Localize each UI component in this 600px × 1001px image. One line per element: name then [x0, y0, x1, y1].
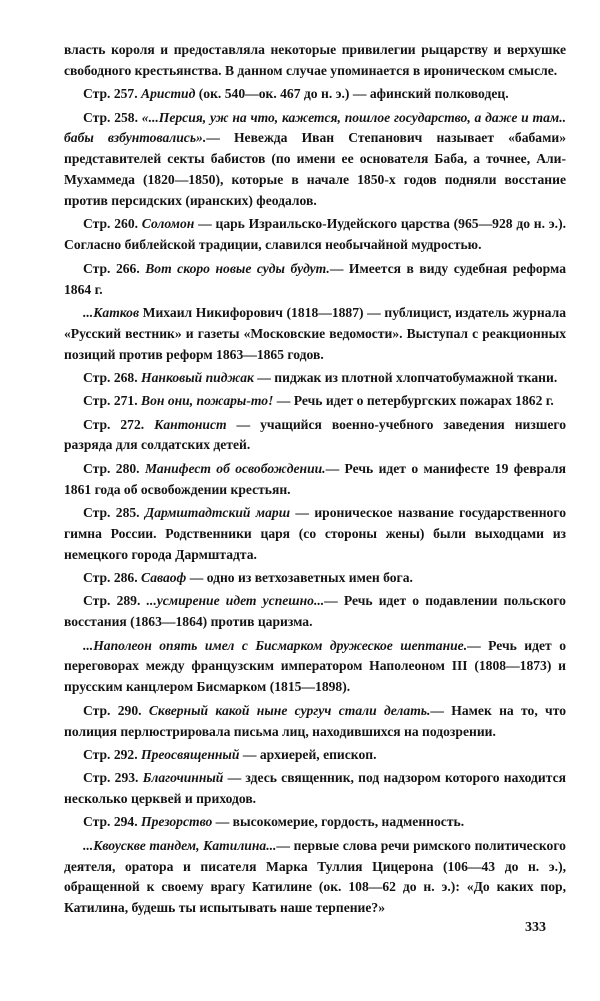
note-ref: Стр. 272.: [83, 416, 155, 432]
note-ref: Стр. 266.: [83, 260, 146, 276]
note-entry: [64, 415, 566, 457]
note-ref: Стр. 257.: [83, 86, 142, 102]
note-entry: [64, 701, 566, 743]
note-ref: Стр. 292.: [83, 746, 142, 762]
note-term: Саваоф: [141, 570, 187, 586]
note-entry: [64, 812, 566, 833]
note-text: — первые слова речи римского политического деятеля, оратора и писателя Марка Туллия Цицерона (106—43 до н. э.), обращенной к своему врагу Катилине (ок. 108—62 до н. э.): «До каких пор, Катилина, будешь ты испытывать наше терпение?»: [64, 837, 566, 916]
note-entry: [64, 303, 566, 366]
note-ref: Стр. 260.: [83, 216, 142, 232]
note-text: — Имеется в виду судебная реформа 1864 г.: [64, 260, 567, 297]
note-ref: Стр. 258.: [83, 109, 142, 125]
note-entry: [64, 108, 566, 213]
note-entry: [64, 368, 566, 389]
note-ref: Стр. 286.: [83, 570, 142, 586]
note-ref: Стр. 289.: [83, 593, 147, 609]
notes-column: [64, 40, 566, 922]
note-ref: Стр. 280.: [83, 460, 145, 476]
note-text: — Речь идет о манифесте 19 февраля 1861 года об освобождении крестьян.: [64, 460, 566, 497]
note-entry: [64, 591, 566, 633]
note-ref: Стр. 293.: [83, 770, 143, 786]
note-ref: Стр. 294.: [83, 814, 142, 830]
note-term: Аристид: [141, 86, 196, 102]
note-text: власть короля и предоставляла некоторые привилегии рыцарству и верхушке свободного крестьянства. В данном случае упоминается в ироническом смысле.: [64, 42, 566, 78]
note-entry: [64, 40, 566, 82]
note-term: ...Катков: [83, 304, 140, 320]
note-term: Соломон: [141, 216, 195, 232]
note-text: — пиджак из плотной хлопчатобумажной ткани.: [253, 369, 558, 385]
note-term: Кантонист: [154, 416, 227, 432]
note-term: Дармштадтский марш: [144, 504, 291, 520]
note-text: — царь Израильско-Иудейского царства (965—928 до н. э.). Согласно библейской традиции, славился необычайной мудростью.: [64, 216, 567, 253]
note-entry: [64, 836, 566, 920]
note-term: Манифест об освобождении.: [144, 460, 326, 476]
note-term: Скверный какой ныне сургуч стали делать.: [148, 702, 431, 718]
note-text: — одно из ветхозаветных имен бога.: [186, 570, 413, 586]
note-text: Михаил Никифорович (1818—1887) — публицист, издатель журнала «Русский вестник» и газеты «Московские ведомости». Выступал с реакционных позиций против реформ 1863—1865 годов.: [64, 304, 566, 362]
note-entry: [64, 84, 566, 105]
note-text: — учащийся военно-учебного заведения низшего разряда для солдатских детей.: [64, 416, 566, 453]
note-entry: [64, 214, 566, 256]
note-term: ...усмирение идет успешно...: [146, 593, 325, 609]
note-term: «...Персия, уж на что, кажется, пошлое государство, а даже и там.. бабы взбунтовались».: [64, 109, 566, 146]
note-text: — ироническое название государственного гимна России. Родственники царя (со стороны жены) были выходцами из немецкого города Дармштадта.: [64, 504, 566, 562]
note-term: ...Наполеон опять имел с Бисмарком дружеское шептание.: [83, 637, 468, 653]
note-text: — Речь идет о переговорах между французским императором Наполеоном III (1808—1873) и прусским канцлером Бисмарком (1815—1898).: [64, 637, 566, 695]
note-text: — архиерей, епископ.: [239, 746, 377, 762]
note-term: Вот скоро новые суды будут.: [145, 260, 330, 276]
note-ref: Стр. 290.: [83, 702, 149, 718]
note-ref: Стр. 271.: [83, 393, 142, 409]
note-entry: [64, 568, 566, 589]
note-term: Нанковый пиджак: [141, 369, 254, 385]
note-entry: [64, 259, 566, 301]
note-term: Благочинный: [142, 770, 224, 786]
note-ref: Стр. 268.: [83, 369, 142, 385]
note-term: Преосвященный: [141, 746, 240, 762]
note-text: (ок. 540—ок. 467 до н. э.) — афинский полководец.: [195, 86, 509, 102]
note-text: — высокомерие, гордость, надменность.: [212, 814, 465, 830]
note-ref: Стр. 285.: [83, 504, 145, 520]
note-entry: [64, 745, 566, 766]
note-entry: [64, 391, 566, 412]
note-text: — Намек на то, что полиция перлюстрировала письма лиц, находившихся на подозрении.: [64, 702, 567, 739]
page-number: 333: [525, 920, 546, 935]
note-text: — Речь идет о петербургских пожарах 1862 г.: [273, 393, 554, 409]
note-text: — Невежда Иван Степанович называет «бабами» представителей секты бабистов (по имени ее основателя Баба, а точнее, Али-Мухаммеда (1820—1850), которые в начале 1850-х годов подняли восстание против персидских (иранских) феодалов.: [64, 130, 566, 209]
note-text: — Речь идет о подавлении польского восстания (1863—1864) против царизма.: [64, 593, 566, 630]
note-entry: [64, 503, 566, 566]
note-term: Вон они, пожары-то!: [141, 393, 274, 409]
note-entry: [64, 459, 566, 501]
note-term: Презорство: [141, 814, 213, 830]
note-term: ...Квоускве тандем, Катилина...: [83, 837, 277, 853]
note-entry: [64, 768, 566, 810]
note-entry: [64, 636, 566, 699]
note-text: — здесь священник, под надзором которого находится несколько церквей и приходов.: [64, 770, 566, 807]
